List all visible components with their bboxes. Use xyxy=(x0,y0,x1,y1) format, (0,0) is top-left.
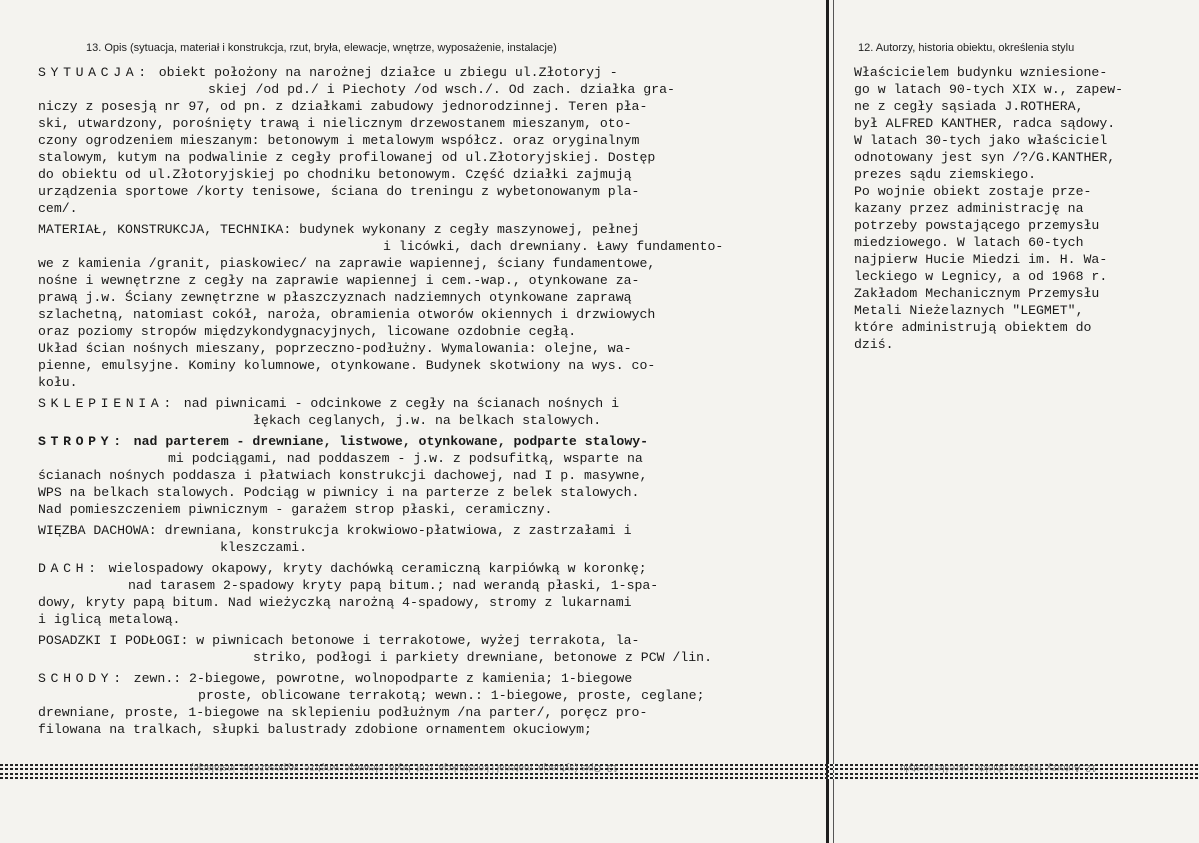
text-line: oraz poziomy stropów międzykondygnacyjnych, licowane ozdobnie cegłą. xyxy=(38,324,577,339)
text-line: Układ ścian nośnych mieszany, poprzeczno-podłużny. Wymalowania: olejne, wa- xyxy=(38,341,632,356)
text-line: ski, utwardzony, porośnięty trawą i nielicznym drzewostanem mieszanym, oto- xyxy=(38,116,632,131)
section-stropy xyxy=(38,433,828,518)
text-line: nad tarasem 2-spadowy kryty papą bitum.; nad werandą płaski, 1-spa- xyxy=(128,578,659,593)
section-dach xyxy=(38,560,828,628)
section-sytuacja xyxy=(38,64,828,217)
text-line: łękach ceglanych, j.w. na belkach stalowych. xyxy=(253,413,602,428)
column-divider-thin xyxy=(833,0,834,843)
header-description: 13. Opis (sytuacja, materiał i konstrukcja, rzut, bryła, elewacje, wnętrze, wyposażenie, instalacje) xyxy=(86,42,557,54)
header-history: 12. Autorzy, historia obiektu, określenia stylu xyxy=(858,42,1075,54)
history-line: odnotowany jest syn /?/G.KANTHER, xyxy=(854,150,1116,165)
text-line: pienne, emulsyjne. Kominy kolumnowe, otynkowane. Budynek skotwiony na wys. co- xyxy=(38,358,656,373)
text-line: urządzenia sportowe /korty tenisowe, ściana do treningu z wybetonowanym pla- xyxy=(38,184,640,199)
text-line: i iglicą metalową. xyxy=(38,612,181,627)
label-posadzki: POSADZKI I PODŁOGI: xyxy=(38,633,189,648)
mirrored-header-history: 12. Autorzy, historia obiektu, określenia stylu xyxy=(900,762,1097,773)
label-wiezba: WIĘZBA DACHOWA: xyxy=(38,523,157,538)
text-line: niczy z posesją nr 97, od pn. z działkami zabudowy jednorodzinnej. Teren pła- xyxy=(38,99,648,114)
text-line: prawą j.w. Ściany zewnętrzne w płaszczyznach nadziemnych otynkowane zaprawą xyxy=(38,290,632,305)
text-line: striko, podłogi i parkiety drewniane, betonowe z PCW /lin. xyxy=(253,650,712,665)
text-line: proste, oblicowane terrakotą; wewn.: 1-biegowe, proste, ceglane; xyxy=(198,688,705,703)
mirrored-header-description: 13. Opis (sytuacja, materiał i konstrukcja, rzut, bryła, elewacje, wnętrze, wyposażenie, instalacje) xyxy=(190,762,618,773)
text-line: stalowym, kutym na podwalinie z cegły profilowanej od ul.Złotoryjskiej. Dostęp xyxy=(38,150,656,165)
history-line: które administrują obiektem do xyxy=(854,320,1092,335)
text-line: zewn.: 2-biegowe, powrotne, wolnopodparte z kamienia; 1-biegowe xyxy=(125,671,633,686)
text-line: obiekt położony na narożnej działce u zbiegu ul.Złotoryj - xyxy=(150,65,618,80)
text-line: drewniana, konstrukcja krokwiowo-płatwiowa, z zastrzałami i xyxy=(156,523,632,538)
text-line: nad piwnicami - odcinkowe z cegły na ścianach nośnych i xyxy=(175,396,620,411)
text-line: mi podciągami, nad poddaszem - j.w. z podsufitką, wsparte na xyxy=(168,451,643,466)
label-stropy: STROPY: xyxy=(38,434,126,449)
label-sytuacja: SYTUACJA: xyxy=(38,65,151,80)
text-line: wielospadowy okapowy, kryty dachówką ceramiczną karpiówką w koronkę; xyxy=(100,561,647,576)
history-line: potrzeby powstającego przemysłu xyxy=(854,218,1100,233)
section-sklepienia xyxy=(38,395,828,429)
text-line: czony ogrodzeniem mieszanym: betonowym i metalowym współcz. oraz oryginalnym xyxy=(38,133,640,148)
history-line: ne z cegły sąsiada J.ROTHERA, xyxy=(854,99,1084,114)
text-line: kleszczami. xyxy=(220,540,308,555)
label-dach: DACH: xyxy=(38,561,101,576)
text-line: budynek wykonany z cegły maszynowej, pełnej xyxy=(291,222,640,237)
text-line: w piwnicach betonowe i terrakotowe, wyżej terrakota, la- xyxy=(188,633,640,648)
history-line: miedziowego. W latach 60-tych xyxy=(854,235,1084,250)
description-column xyxy=(38,64,828,742)
history-line: go w latach 90-tych XIX w., zapew- xyxy=(854,82,1124,97)
history-line: był ALFRED KANTHER, radca sądowy. xyxy=(854,116,1116,131)
section-wiezba xyxy=(38,522,828,556)
history-line: Właścicielem budynku wzniesione- xyxy=(854,65,1108,80)
section-material xyxy=(38,221,828,391)
text-line: ścianach nośnych poddasza i płatwiach konstrukcji dachowej, nad I p. masywne, xyxy=(38,468,648,483)
text-line: kołu. xyxy=(38,375,78,390)
text-line: szlachetną, natomiast cokół, naroża, obramienia otworów okiennych i drzwiowych xyxy=(38,307,656,322)
history-line: Po wojnie obiekt zostaje prze- xyxy=(854,184,1092,199)
fold-line xyxy=(0,773,1199,775)
text-line: cem/. xyxy=(38,201,78,216)
text-line: dowy, kryty papą bitum. Nad wieżyczką narożną 4-spadowy, stromy z lukarnami xyxy=(38,595,632,610)
text-line: filowana na tralkach, słupki balustrady zdobione ornamentem okuciowym; xyxy=(38,722,592,737)
section-posadzki xyxy=(38,632,828,666)
text-line: drewniane, proste, 1-biegowe na sklepieniu podłużnym /na parter/, poręcz pro- xyxy=(38,705,648,720)
fold-line xyxy=(0,777,1199,779)
text-line: nad parterem - drewniane, listwowe, otynkowane, podparte stalowy- xyxy=(125,434,649,449)
history-column xyxy=(854,64,1194,353)
text-line: skiej /od pd./ i Piechoty /od wsch./. Od zach. działka gra- xyxy=(208,82,675,97)
history-line: najpierw Hucie Miedzi im. H. Wa- xyxy=(854,252,1108,267)
section-schody xyxy=(38,670,828,738)
text-line: we z kamienia /granit, piaskowiec/ na zaprawie wapiennej, ściany fundamentowe, xyxy=(38,256,656,271)
history-line: W latach 30-tych jako właściciel xyxy=(854,133,1108,148)
history-line: kazany przez administrację na xyxy=(854,201,1084,216)
text-line: do obiektu od ul.Złotoryjskiej po chodniku betonowym. Część działki zajmują xyxy=(38,167,632,182)
history-line: Metali Nieżelaznych "LEGMET", xyxy=(854,303,1084,318)
text-line: WPS na belkach stalowych. Podciąg w piwnicy i na parterze z belek stalowych. xyxy=(38,485,640,500)
label-sklepienia: SKLEPIENIA: xyxy=(38,396,176,411)
label-material: MATERIAŁ, KONSTRUKCJA, TECHNIKA: xyxy=(38,222,292,237)
text-line: nośne i wewnętrzne z cegły na zaprawie wapiennej i cem.-wap., otynkowane za- xyxy=(38,273,640,288)
history-line: Zakładom Mechanicznym Przemysłu xyxy=(854,286,1100,301)
text-line: Nad pomieszczeniem piwnicznym - garażem strop płaski, ceramiczny. xyxy=(38,502,553,517)
history-line: prezes sądu ziemskiego. xyxy=(854,167,1037,182)
history-line: leckiego w Legnicy, a od 1968 r. xyxy=(854,269,1108,284)
text-line: i licówki, dach drewniany. Ławy fundamento- xyxy=(383,239,724,254)
history-line: dziś. xyxy=(854,337,894,352)
label-schody: SCHODY: xyxy=(38,671,126,686)
